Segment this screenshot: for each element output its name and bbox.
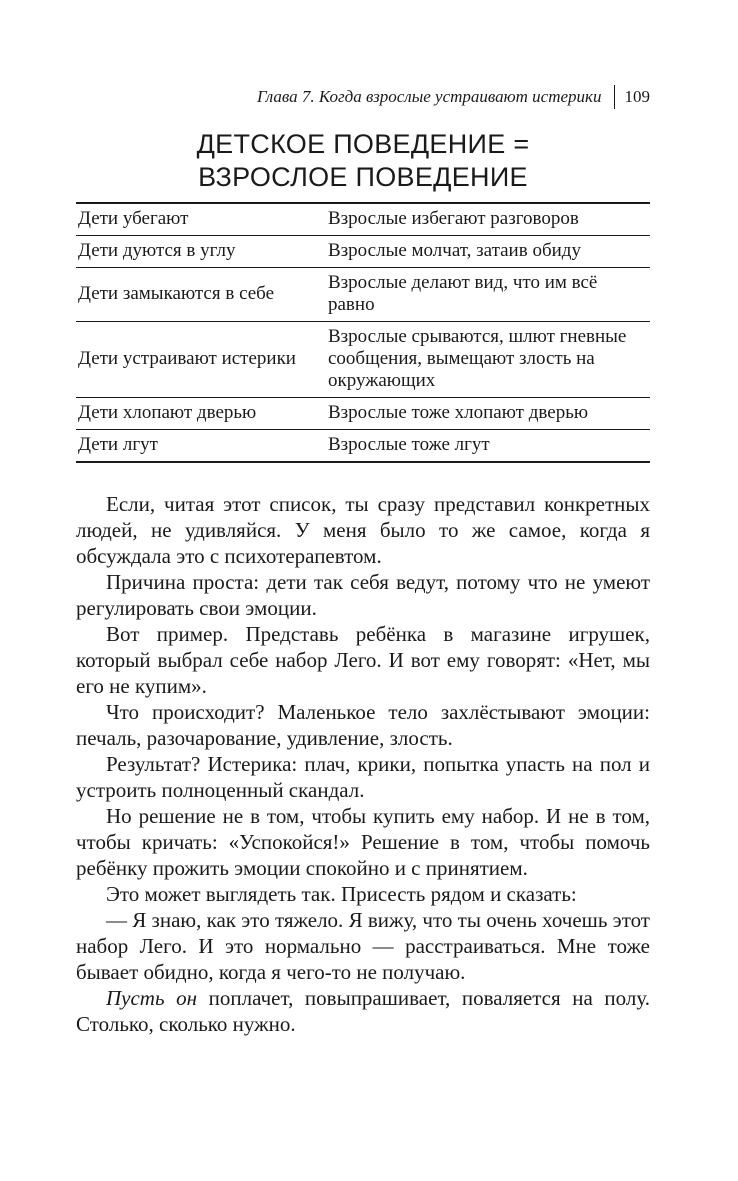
adult-behavior-cell: Взрослые молчат, затаив обиду [324,236,650,268]
table-row [76,203,650,236]
child-behavior-cell: Дети дуются в углу [76,236,324,268]
body-text [76,491,650,1037]
paragraph [76,985,650,1037]
section-title-line-1: ДЕТСКОЕ ПОВЕДЕНИЕ = [196,129,530,159]
section-title-line-2: ВЗРОСЛОЕ ПОВЕДЕНИЕ [198,162,528,192]
paragraph-text: поплачет, повыпрашивает, поваляется на полу. Столько, сколько нужно. [76,986,650,1036]
child-behavior-cell: Дети убегают [76,203,324,236]
dialogue-paragraph: — Я знаю, как это тяжело. Я вижу, что ты очень хочешь этот набор Лего. И это нормально — расстраиваться. Мне тоже бывает обидно, когда я чего-то не получаю. [76,908,650,984]
adult-behavior-cell: Взрослые тоже хлопают дверью [324,398,650,430]
child-behavior-cell: Дети замыкаются в себе [76,268,324,322]
comparison-table [76,202,650,463]
section-title [76,128,650,194]
table-row [76,236,650,268]
adult-behavior-cell: Взрослые избегают разговоров [324,203,650,236]
table-row [76,268,650,322]
child-behavior-cell: Дети устраивают истерики [76,322,324,398]
adult-behavior-cell: Взрослые тоже лгут [324,430,650,463]
emphasized-text: Пусть он [106,986,198,1010]
running-head-divider [614,85,615,109]
paragraph: Результат? Истерика: плач, крики, попытка упасть на пол и устроить полноценный скандал. [76,752,650,802]
page-number: 109 [624,87,650,106]
paragraph: Причина проста: дети так себя ведут, потому что не умеют регулировать свои эмоции. [76,570,650,620]
table-row [76,430,650,463]
child-behavior-cell: Дети лгут [76,430,324,463]
table-row [76,398,650,430]
table-row [76,322,650,398]
paragraph: Что происходит? Маленькое тело захлёстывают эмоции: печаль, разочарование, удивление, злость. [76,700,650,750]
adult-behavior-cell: Взрослые делают вид, что им всё равно [324,268,650,322]
child-behavior-cell: Дети хлопают дверью [76,398,324,430]
running-head [76,84,650,110]
paragraph: Это может выглядеть так. Присесть рядом и сказать: [106,882,577,906]
paragraph: Если, читая этот список, ты сразу представил конкретных людей, не удивляйся. У меня было то же самое, когда я обсуждала это с психотерапевтом. [76,492,650,568]
chapter-title: Глава 7. Когда взрослые устраивают истерики [256,87,602,106]
adult-behavior-cell: Взрослые срываются, шлют гневные сообщения, вымещают злость на окружающих [324,322,650,398]
paragraph: Вот пример. Представь ребёнка в магазине игрушек, который выбрал себе набор Лего. И вот ему говорят: «Нет, мы его не купим». [76,622,650,698]
paragraph: Но решение не в том, чтобы купить ему набор. И не в том, чтобы кричать: «Успокойся!» Решение в том, чтобы помочь ребёнку прожить эмоции спокойно и с принятием. [76,804,650,880]
